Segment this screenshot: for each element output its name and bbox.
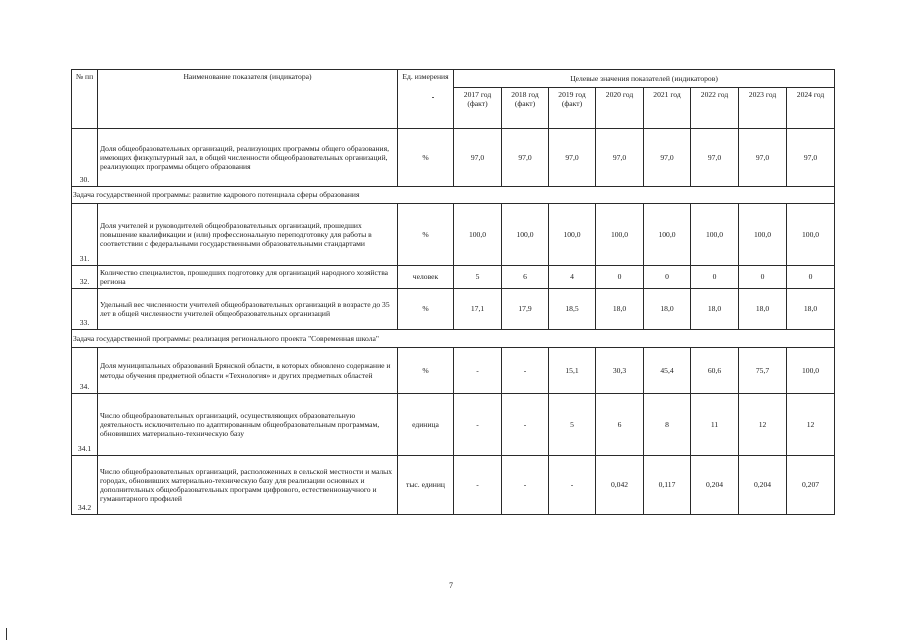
- header-row: [72, 70, 835, 88]
- target-value: 97,0: [502, 129, 549, 187]
- target-value: 0,117: [644, 456, 691, 515]
- target-value: 0: [644, 266, 691, 289]
- indicator-name: Доля общеобразовательных организаций, реализующих программы общего образования, имеющих физкультурный зал, в общей численности общеобразовательных организаций, реализующих программы общего образования: [98, 129, 398, 187]
- target-value: 45,4: [644, 348, 691, 394]
- target-value: -: [502, 348, 549, 394]
- target-value: 17,1: [454, 289, 502, 330]
- target-value: 75,7: [739, 348, 787, 394]
- target-value: -: [549, 456, 596, 515]
- target-value: 0,204: [739, 456, 787, 515]
- header-year-5: 2022 год: [691, 88, 739, 129]
- target-value: 18,0: [644, 289, 691, 330]
- target-value: -: [454, 348, 502, 394]
- target-value: 100,0: [739, 204, 787, 266]
- target-value: 0,207: [787, 456, 835, 515]
- indicator-name: Удельный вес численности учителей общеобразовательных организаций в возрасте до 35 лет в общей численности учителей общеобразовательных организаций: [98, 289, 398, 330]
- section-row: [72, 187, 835, 204]
- target-value: 17,9: [502, 289, 549, 330]
- header-year-1: 2018 год (факт): [502, 88, 549, 129]
- target-value: 18,0: [596, 289, 644, 330]
- target-value: 97,0: [644, 129, 691, 187]
- header-name: Наименование показателя (индикатора): [98, 70, 398, 129]
- indicator-name: Доля учителей и руководителей общеобразовательных организаций, прошедших повышение квалификации и (или) профессиональную переподготовку для работы в соответствии с федеральными государственными образовательными стандартами: [98, 204, 398, 266]
- header-year-4: 2021 год: [644, 88, 691, 129]
- indicator-unit: %: [398, 348, 454, 394]
- indicator-unit: тыс. единиц: [398, 456, 454, 515]
- header-num: № пп: [72, 70, 98, 129]
- target-value: 100,0: [691, 204, 739, 266]
- target-value: 100,0: [787, 348, 835, 394]
- target-value: 100,0: [454, 204, 502, 266]
- row-number: 34.: [72, 348, 98, 394]
- target-value: 30,3: [596, 348, 644, 394]
- target-value: 18,5: [549, 289, 596, 330]
- target-value: 15,1: [549, 348, 596, 394]
- target-value: 100,0: [787, 204, 835, 266]
- target-value: 100,0: [596, 204, 644, 266]
- target-value: 6: [596, 394, 644, 456]
- indicator-unit: %: [398, 129, 454, 187]
- table-body: [72, 70, 835, 515]
- target-value: 18,0: [739, 289, 787, 330]
- target-value: -: [454, 394, 502, 456]
- target-value: 100,0: [549, 204, 596, 266]
- target-value: 97,0: [454, 129, 502, 187]
- indicator-name: Доля муниципальных образований Брянской области, в которых обновлено содержание и методы обучения предметной области «Технология» и других предметных областей: [98, 348, 398, 394]
- table-row: [72, 204, 835, 266]
- target-value: 12: [787, 394, 835, 456]
- target-value: -: [502, 456, 549, 515]
- row-number: 33.: [72, 289, 98, 330]
- target-value: 0: [691, 266, 739, 289]
- target-value: 12: [739, 394, 787, 456]
- target-value: 8: [644, 394, 691, 456]
- indicator-name: Число общеобразовательных организаций, осуществляющих образовательную деятельность исключительно по адаптированным общеобразовательным программам, обновивших материально-техническую базу: [98, 394, 398, 456]
- row-number: 34.1: [72, 394, 98, 456]
- header-year-3: 2020 год: [596, 88, 644, 129]
- header-year-6: 2023 год: [739, 88, 787, 129]
- section-row: [72, 330, 835, 348]
- stray-mark: [432, 97, 434, 98]
- target-value: 97,0: [691, 129, 739, 187]
- target-value: -: [454, 456, 502, 515]
- target-value: 18,0: [691, 289, 739, 330]
- target-value: 18,0: [787, 289, 835, 330]
- target-value: 0,042: [596, 456, 644, 515]
- target-value: 0: [787, 266, 835, 289]
- header-year-2: 2019 год (факт): [549, 88, 596, 129]
- table-row: [72, 348, 835, 394]
- table-row: [72, 129, 835, 187]
- target-value: 5: [549, 394, 596, 456]
- table-row: [72, 266, 835, 289]
- target-value: 100,0: [644, 204, 691, 266]
- target-value: 4: [549, 266, 596, 289]
- indicator-unit: %: [398, 204, 454, 266]
- table-row: [72, 456, 835, 515]
- target-value: 11: [691, 394, 739, 456]
- row-number: 31.: [72, 204, 98, 266]
- header-year-0: 2017 год (факт): [454, 88, 502, 129]
- page-number: 7: [449, 581, 453, 590]
- target-value: 0,204: [691, 456, 739, 515]
- target-value: 97,0: [739, 129, 787, 187]
- target-value: 0: [739, 266, 787, 289]
- row-number: 32.: [72, 266, 98, 289]
- header-year-7: 2024 год: [787, 88, 835, 129]
- target-value: 60,6: [691, 348, 739, 394]
- header-targets: Целевые значения показателей (индикаторов): [454, 70, 835, 88]
- target-value: 97,0: [549, 129, 596, 187]
- scan-edge-mark: [6, 628, 7, 640]
- target-value: 5: [454, 266, 502, 289]
- indicator-name: Количество специалистов, прошедших подготовку для организаций народного хозяйства региона: [98, 266, 398, 289]
- header-unit: Ед. измерения: [398, 70, 454, 129]
- target-value: 6: [502, 266, 549, 289]
- indicator-unit: единица: [398, 394, 454, 456]
- row-number: 34.2: [72, 456, 98, 515]
- section-title: Задача государственной программы: развитие кадрового потенциала сферы образования: [72, 187, 835, 204]
- indicators-table: [71, 69, 835, 515]
- target-value: -: [502, 394, 549, 456]
- table-row: [72, 394, 835, 456]
- target-value: 0: [596, 266, 644, 289]
- indicator-name: Число общеобразовательных организаций, расположенных в сельской местности и малых городах, обновивших материально-техническую базу для реализации основных и дополнительных общеобразовательных программ цифрового, естественнонаучного и гуманитарного профилей: [98, 456, 398, 515]
- indicator-unit: человек: [398, 266, 454, 289]
- target-value: 97,0: [596, 129, 644, 187]
- indicator-unit: %: [398, 289, 454, 330]
- target-value: 97,0: [787, 129, 835, 187]
- section-title: Задача государственной программы: реализация регионального проекта "Современная школа": [72, 330, 835, 348]
- table-row: [72, 289, 835, 330]
- row-number: 30.: [72, 129, 98, 187]
- target-value: 100,0: [502, 204, 549, 266]
